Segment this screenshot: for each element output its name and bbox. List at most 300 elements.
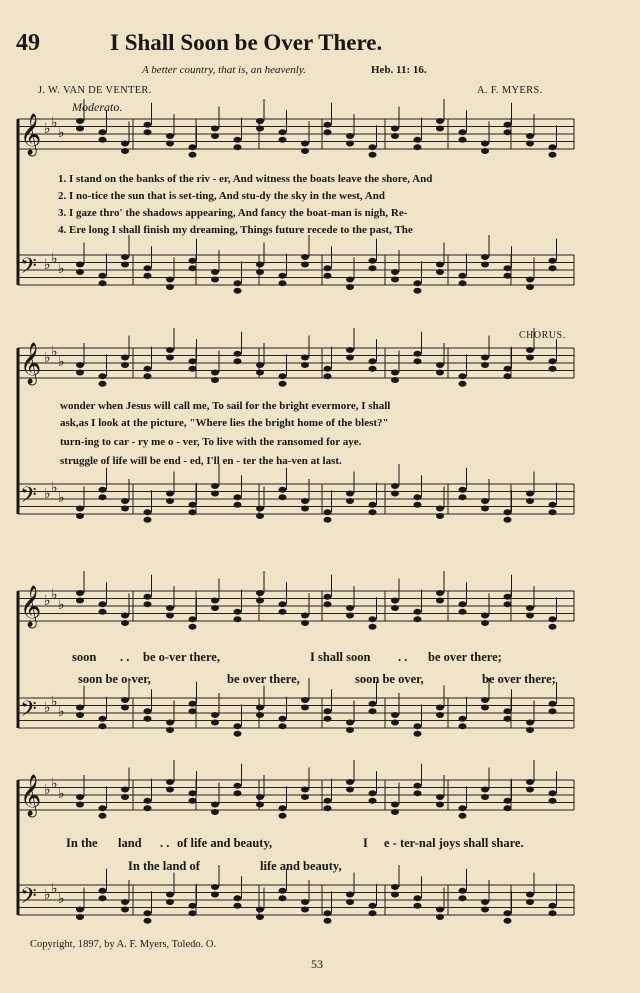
note-head bbox=[211, 720, 219, 726]
note-head bbox=[279, 373, 287, 379]
note-head bbox=[301, 262, 309, 268]
note-head bbox=[189, 701, 197, 707]
note-head bbox=[256, 907, 264, 913]
bass-clef-icon: 𝄢 bbox=[20, 697, 37, 727]
note-head bbox=[346, 899, 354, 905]
note-head bbox=[526, 720, 534, 726]
chorus-lyric-lower: be over there, bbox=[227, 672, 300, 686]
note-head bbox=[189, 790, 197, 796]
chorus-lyric: In the bbox=[66, 836, 98, 850]
note-head bbox=[459, 381, 467, 387]
note-head bbox=[234, 502, 242, 508]
note-head bbox=[504, 366, 512, 372]
note-head bbox=[256, 269, 264, 275]
note-head bbox=[279, 487, 287, 493]
note-head bbox=[301, 787, 309, 793]
note-head bbox=[481, 697, 489, 703]
note-head bbox=[144, 122, 152, 128]
note-head bbox=[76, 269, 84, 275]
note-head bbox=[324, 594, 332, 600]
note-head bbox=[121, 697, 129, 703]
note-head bbox=[369, 616, 377, 622]
note-head bbox=[346, 605, 354, 611]
note-head bbox=[414, 723, 422, 729]
note-head bbox=[279, 381, 287, 387]
epigraph: A better country, that is, an heavenly. bbox=[142, 64, 306, 76]
note-head bbox=[526, 141, 534, 147]
note-head bbox=[99, 273, 107, 279]
scripture-reference: Heb. 11: 16. bbox=[371, 64, 427, 76]
note-head bbox=[234, 288, 242, 294]
note-head bbox=[414, 731, 422, 737]
note-head bbox=[481, 787, 489, 793]
verse-4-line-2: struggle of life will be end - ed, I'll en - ter the ha-ven at last. bbox=[60, 455, 342, 467]
flat-icon: ♭ bbox=[51, 776, 58, 792]
note-head bbox=[481, 254, 489, 260]
note-head bbox=[99, 601, 107, 607]
note-head bbox=[459, 487, 467, 493]
note-head bbox=[166, 498, 174, 504]
chorus-lyric: I bbox=[363, 836, 368, 850]
note-head bbox=[459, 895, 467, 901]
note-head bbox=[369, 708, 377, 714]
chorus-lyric-lower: soon be over, bbox=[355, 672, 424, 686]
note-head bbox=[144, 708, 152, 714]
note-head bbox=[121, 141, 129, 147]
note-head bbox=[121, 794, 129, 800]
note-head bbox=[76, 598, 84, 604]
verse-4-line-1: 4. Ere long I shall finish my dreaming, Things future recede to the past, The bbox=[58, 224, 413, 236]
note-head bbox=[414, 358, 422, 364]
chorus-lyric: . . bbox=[120, 650, 130, 664]
note-head bbox=[166, 284, 174, 290]
note-head bbox=[99, 381, 107, 387]
note-head bbox=[436, 370, 444, 376]
note-head bbox=[369, 903, 377, 909]
note-head bbox=[346, 779, 354, 785]
flat-icon: ♭ bbox=[58, 261, 65, 277]
note-head bbox=[211, 892, 219, 898]
note-head bbox=[144, 594, 152, 600]
note-head bbox=[234, 895, 242, 901]
flat-icon: ♭ bbox=[58, 125, 65, 141]
chorus-lyric: be o-ver there, bbox=[143, 650, 220, 664]
note-head bbox=[481, 794, 489, 800]
note-head bbox=[301, 148, 309, 154]
flat-icon: ♭ bbox=[44, 121, 51, 137]
note-head bbox=[549, 616, 557, 622]
note-head bbox=[279, 137, 287, 143]
note-head bbox=[121, 362, 129, 368]
note-head bbox=[301, 362, 309, 368]
note-head bbox=[346, 613, 354, 619]
note-head bbox=[166, 892, 174, 898]
note-head bbox=[526, 779, 534, 785]
note-head bbox=[436, 914, 444, 920]
note-head bbox=[76, 118, 84, 124]
note-head bbox=[549, 358, 557, 364]
note-head bbox=[346, 498, 354, 504]
note-head bbox=[144, 910, 152, 916]
note-head bbox=[211, 377, 219, 383]
note-head bbox=[144, 918, 152, 924]
note-head bbox=[99, 895, 107, 901]
chorus-lyric: be over there; bbox=[428, 650, 502, 664]
note-head bbox=[211, 133, 219, 139]
chorus-lyric: soon bbox=[72, 650, 97, 664]
note-head bbox=[99, 716, 107, 722]
tempo-marking: Moderato. bbox=[72, 100, 123, 114]
note-head bbox=[211, 809, 219, 815]
chorus-lyric: . . bbox=[160, 836, 170, 850]
note-head bbox=[166, 899, 174, 905]
note-head bbox=[436, 118, 444, 124]
note-head bbox=[369, 152, 377, 158]
note-head bbox=[481, 362, 489, 368]
note-head bbox=[369, 258, 377, 264]
note-head bbox=[324, 373, 332, 379]
note-head bbox=[324, 708, 332, 714]
chorus-lyric: . . bbox=[398, 650, 408, 664]
note-head bbox=[436, 269, 444, 275]
note-head bbox=[324, 918, 332, 924]
note-head bbox=[369, 798, 377, 804]
note-head bbox=[549, 366, 557, 372]
note-head bbox=[279, 813, 287, 819]
note-head bbox=[256, 802, 264, 808]
note-head bbox=[166, 720, 174, 726]
note-head bbox=[414, 494, 422, 500]
note-head bbox=[256, 506, 264, 512]
note-head bbox=[76, 362, 84, 368]
note-head bbox=[234, 358, 242, 364]
verse-3-line-1: 3. I gaze thro' the shadows appearing, And fancy the boat-man is nigh, Re- bbox=[58, 207, 408, 219]
note-head bbox=[436, 712, 444, 718]
note-head bbox=[279, 494, 287, 500]
note-head bbox=[189, 265, 197, 271]
note-head bbox=[346, 491, 354, 497]
note-head bbox=[324, 129, 332, 135]
note-head bbox=[504, 798, 512, 804]
note-head bbox=[301, 506, 309, 512]
note-head bbox=[189, 903, 197, 909]
note-head bbox=[279, 723, 287, 729]
note-head bbox=[76, 802, 84, 808]
note-head bbox=[481, 148, 489, 154]
note-head bbox=[256, 712, 264, 718]
note-head bbox=[234, 494, 242, 500]
note-head bbox=[549, 910, 557, 916]
note-head bbox=[481, 498, 489, 504]
note-head bbox=[301, 697, 309, 703]
note-head bbox=[481, 613, 489, 619]
note-head bbox=[504, 509, 512, 515]
note-head bbox=[391, 892, 399, 898]
note-head bbox=[346, 892, 354, 898]
note-head bbox=[211, 269, 219, 275]
note-head bbox=[121, 148, 129, 154]
chorus-lyric-lower: be over there; bbox=[482, 672, 556, 686]
verse-1-line-1: 1. I stand on the banks of the riv - er, And witness the boats leave the shore, And bbox=[58, 173, 433, 185]
note-head bbox=[346, 284, 354, 290]
note-head bbox=[256, 262, 264, 268]
note-head bbox=[459, 280, 467, 286]
note-head bbox=[166, 355, 174, 361]
note-head bbox=[234, 616, 242, 622]
note-head bbox=[234, 783, 242, 789]
note-head bbox=[301, 705, 309, 711]
note-head bbox=[549, 144, 557, 150]
note-head bbox=[166, 779, 174, 785]
note-head bbox=[256, 126, 264, 132]
note-head bbox=[256, 513, 264, 519]
note-head bbox=[234, 280, 242, 286]
note-head bbox=[301, 141, 309, 147]
note-head bbox=[121, 498, 129, 504]
note-head bbox=[549, 903, 557, 909]
note-head bbox=[324, 122, 332, 128]
note-head bbox=[189, 708, 197, 714]
note-head bbox=[324, 910, 332, 916]
note-head bbox=[324, 366, 332, 372]
note-head bbox=[526, 347, 534, 353]
note-head bbox=[436, 590, 444, 596]
note-head bbox=[459, 273, 467, 279]
note-head bbox=[459, 601, 467, 607]
note-head bbox=[526, 133, 534, 139]
note-head bbox=[324, 265, 332, 271]
note-head bbox=[76, 712, 84, 718]
chorus-lyric: of life and beauty, bbox=[177, 836, 273, 850]
note-head bbox=[481, 705, 489, 711]
verse-3-line-2: turn-ing to car - ry me o - ver, To live with the ransomed for aye. bbox=[60, 436, 362, 448]
note-head bbox=[369, 509, 377, 515]
composer-credit: A. F. MYERS. bbox=[477, 85, 543, 96]
note-head bbox=[526, 605, 534, 611]
note-head bbox=[504, 601, 512, 607]
note-head bbox=[211, 491, 219, 497]
note-head bbox=[189, 910, 197, 916]
note-head bbox=[256, 362, 264, 368]
note-head bbox=[346, 787, 354, 793]
chorus-lyric: land bbox=[118, 836, 142, 850]
note-head bbox=[144, 716, 152, 722]
note-head bbox=[234, 790, 242, 796]
note-head bbox=[144, 798, 152, 804]
note-head bbox=[234, 609, 242, 615]
flat-icon: ♭ bbox=[58, 704, 65, 720]
note-head bbox=[414, 790, 422, 796]
note-head bbox=[121, 355, 129, 361]
note-head bbox=[166, 727, 174, 733]
note-head bbox=[346, 720, 354, 726]
note-head bbox=[549, 798, 557, 804]
note-head bbox=[391, 126, 399, 132]
note-head bbox=[301, 498, 309, 504]
note-head bbox=[526, 491, 534, 497]
flat-icon: ♭ bbox=[44, 593, 51, 609]
note-head bbox=[166, 605, 174, 611]
flat-icon: ♭ bbox=[44, 486, 51, 502]
note-head bbox=[211, 605, 219, 611]
note-head bbox=[166, 141, 174, 147]
note-head bbox=[346, 727, 354, 733]
flat-icon: ♭ bbox=[51, 480, 58, 496]
note-head bbox=[121, 787, 129, 793]
note-head bbox=[144, 129, 152, 135]
bass-clef-icon: 𝄢 bbox=[20, 884, 37, 914]
note-head bbox=[436, 598, 444, 604]
note-head bbox=[526, 899, 534, 905]
note-head bbox=[279, 273, 287, 279]
note-head bbox=[436, 705, 444, 711]
note-head bbox=[256, 914, 264, 920]
note-head bbox=[189, 366, 197, 372]
note-head bbox=[301, 355, 309, 361]
note-head bbox=[211, 802, 219, 808]
treble-clef-icon: 𝄞 bbox=[20, 586, 42, 627]
note-head bbox=[504, 708, 512, 714]
note-head bbox=[369, 790, 377, 796]
note-head bbox=[99, 805, 107, 811]
note-head bbox=[76, 907, 84, 913]
note-head bbox=[369, 366, 377, 372]
note-head bbox=[414, 895, 422, 901]
note-head bbox=[459, 129, 467, 135]
note-head bbox=[391, 377, 399, 383]
note-head bbox=[369, 910, 377, 916]
note-head bbox=[459, 137, 467, 143]
note-head bbox=[121, 613, 129, 619]
flat-icon: ♭ bbox=[51, 344, 58, 360]
flat-icon: ♭ bbox=[51, 587, 58, 603]
note-head bbox=[414, 288, 422, 294]
note-head bbox=[121, 899, 129, 905]
note-head bbox=[301, 907, 309, 913]
note-head bbox=[301, 899, 309, 905]
note-head bbox=[144, 805, 152, 811]
note-head bbox=[99, 487, 107, 493]
note-head bbox=[391, 370, 399, 376]
note-head bbox=[234, 137, 242, 143]
flat-icon: ♭ bbox=[51, 694, 58, 710]
note-head bbox=[549, 265, 557, 271]
note-head bbox=[99, 137, 107, 143]
flat-icon: ♭ bbox=[44, 350, 51, 366]
note-head bbox=[391, 277, 399, 283]
note-head bbox=[76, 794, 84, 800]
note-head bbox=[189, 616, 197, 622]
note-head bbox=[504, 805, 512, 811]
note-head bbox=[459, 723, 467, 729]
note-head bbox=[324, 517, 332, 523]
note-head bbox=[436, 794, 444, 800]
chorus-lyric-lower: In the land of bbox=[128, 859, 200, 873]
chorus-lyric: e - ter-nal joys shall share. bbox=[384, 836, 524, 850]
note-head bbox=[369, 358, 377, 364]
note-head bbox=[121, 254, 129, 260]
note-head bbox=[279, 601, 287, 607]
treble-clef-icon: 𝄞 bbox=[20, 775, 42, 816]
note-head bbox=[144, 273, 152, 279]
flat-icon: ♭ bbox=[44, 782, 51, 798]
note-head bbox=[504, 265, 512, 271]
note-head bbox=[99, 813, 107, 819]
note-head bbox=[391, 712, 399, 718]
note-head bbox=[301, 620, 309, 626]
note-head bbox=[189, 509, 197, 515]
note-head bbox=[189, 798, 197, 804]
note-head bbox=[369, 265, 377, 271]
note-head bbox=[414, 137, 422, 143]
note-head bbox=[324, 509, 332, 515]
note-head bbox=[166, 491, 174, 497]
note-head bbox=[121, 907, 129, 913]
note-head bbox=[414, 616, 422, 622]
note-head bbox=[481, 899, 489, 905]
flat-icon: ♭ bbox=[58, 597, 65, 613]
treble-clef-icon: 𝄞 bbox=[20, 114, 42, 155]
note-head bbox=[144, 517, 152, 523]
note-head bbox=[279, 609, 287, 615]
note-head bbox=[99, 609, 107, 615]
note-head bbox=[526, 284, 534, 290]
chorus-lyric: I shall soon bbox=[310, 650, 371, 664]
treble-clef-icon: 𝄞 bbox=[20, 343, 42, 384]
note-head bbox=[189, 144, 197, 150]
note-head bbox=[189, 502, 197, 508]
note-head bbox=[121, 506, 129, 512]
note-head bbox=[549, 624, 557, 630]
flat-icon: ♭ bbox=[58, 891, 65, 907]
note-head bbox=[391, 605, 399, 611]
flat-icon: ♭ bbox=[58, 786, 65, 802]
note-head bbox=[99, 129, 107, 135]
note-head bbox=[436, 262, 444, 268]
note-head bbox=[279, 129, 287, 135]
note-head bbox=[144, 373, 152, 379]
note-head bbox=[481, 262, 489, 268]
flat-icon: ♭ bbox=[51, 881, 58, 897]
note-head bbox=[436, 907, 444, 913]
note-head bbox=[346, 277, 354, 283]
note-head bbox=[121, 705, 129, 711]
note-head bbox=[144, 265, 152, 271]
flat-icon: ♭ bbox=[51, 115, 58, 131]
note-head bbox=[504, 910, 512, 916]
note-head bbox=[211, 598, 219, 604]
note-head bbox=[549, 701, 557, 707]
note-head bbox=[189, 152, 197, 158]
note-head bbox=[459, 609, 467, 615]
note-head bbox=[256, 705, 264, 711]
note-head bbox=[459, 805, 467, 811]
bass-clef-icon: 𝄢 bbox=[20, 483, 37, 513]
note-head bbox=[99, 723, 107, 729]
note-head bbox=[76, 262, 84, 268]
note-head bbox=[324, 716, 332, 722]
hymn-number: 49 bbox=[16, 30, 40, 56]
note-head bbox=[481, 355, 489, 361]
note-head bbox=[211, 126, 219, 132]
note-head bbox=[189, 624, 197, 630]
note-head bbox=[256, 370, 264, 376]
note-head bbox=[144, 366, 152, 372]
note-head bbox=[301, 613, 309, 619]
note-head bbox=[459, 716, 467, 722]
note-head bbox=[166, 613, 174, 619]
note-head bbox=[166, 277, 174, 283]
